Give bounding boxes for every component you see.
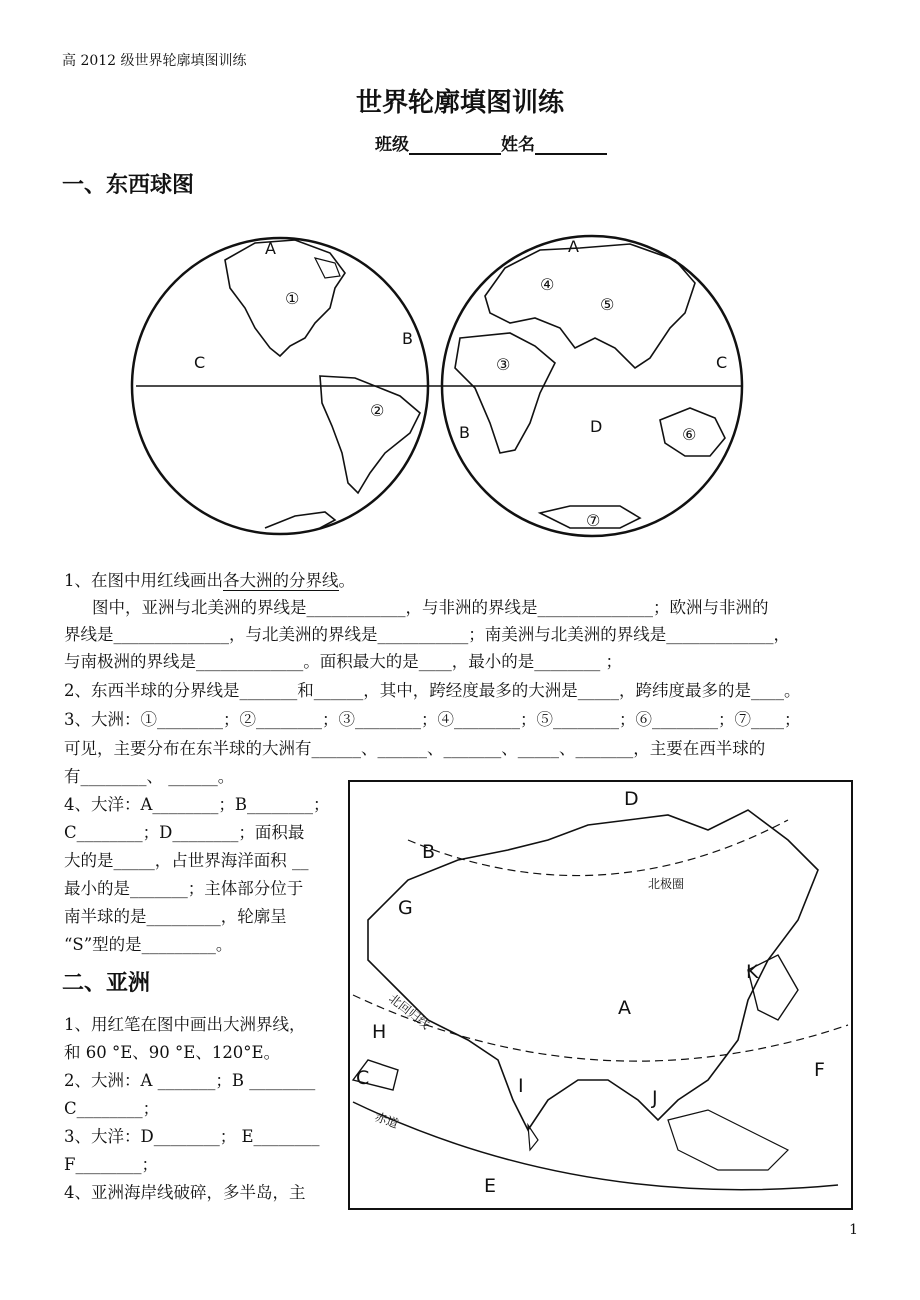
asia-label-B: B	[422, 841, 436, 863]
hemisphere-map	[130, 228, 760, 558]
section-1-title: 一、东西球图	[62, 173, 195, 198]
q4-line-4: 最小的是_______；主体部分位于	[64, 879, 304, 898]
asia-label-K: K	[746, 961, 759, 983]
q1-line-4: 与南极洲的界线是_____________。面积最大的是____，最小的是________ ；	[64, 652, 622, 671]
q4-line-2: C________；D________；面积最	[64, 823, 305, 842]
equator-label: 赤道	[372, 1109, 401, 1132]
q3-line-3: 有________、 ______。	[64, 767, 235, 786]
asia-label-E: E	[484, 1175, 497, 1197]
label-C-east: C	[716, 353, 728, 372]
q1-underlined: 各大洲的分界线	[223, 571, 339, 590]
label-3: ③	[496, 355, 511, 374]
eurasia-shape	[485, 244, 695, 368]
q1-number: 1、	[64, 571, 91, 590]
class-label: 班级	[375, 135, 409, 155]
label-7: ⑦	[586, 511, 601, 530]
q2-line: 2、东西半球的分界线是_______和______，其中，跨经度最多的大洲是_____，跨纬度最多的是____。	[64, 681, 801, 700]
q3-line-2: 可见，主要分布在东半球的大洲有______、______、_______、_____、_______，主要在西半球的	[64, 739, 766, 758]
q4-line-3: 大的是_____，占世界海洋面积 __	[64, 851, 309, 870]
class-name-line	[375, 130, 607, 155]
asia-label-G: G	[398, 897, 413, 919]
asia-label-F: F	[814, 1059, 825, 1081]
label-A-west: A	[265, 239, 276, 258]
q1-pre: 在图中用红线画出	[91, 571, 223, 590]
q4-line-6: “S”型的是_________。	[64, 935, 233, 954]
asia-q-line-7: 4、亚洲海岸线破碎，多半岛，主	[64, 1183, 306, 1202]
asia-q-line-5: 3、大洋：D________； E________	[64, 1127, 320, 1146]
africa-shape	[455, 333, 555, 453]
q1-line-3: 界线是______________，与北美洲的界线是___________；南美洲与北美洲的界线是_____________，	[64, 625, 790, 644]
label-B-east: B	[459, 423, 470, 442]
q3-line-1: 3、大洲：①________；②________；③________；④________；⑤________；⑥________；⑦____；	[64, 710, 801, 729]
label-B-west: B	[402, 329, 413, 348]
label-D: D	[590, 417, 603, 436]
q4-line-5: 南半球的是_________，轮廓呈	[64, 907, 287, 926]
tropic-label: 北回归线	[386, 991, 433, 1032]
asia-q-line-1: 1、用红笔在图中画出大洲界线，	[64, 1015, 306, 1034]
arctic-circle-label: 北极圈	[648, 877, 685, 891]
page-header: 高 2012 级世界轮廓填图训练	[62, 53, 247, 69]
south-america-shape	[320, 376, 420, 493]
page-number: 1	[849, 1222, 858, 1238]
label-6: ⑥	[682, 425, 697, 444]
q1-post: 。	[338, 571, 355, 590]
asia-map	[348, 780, 853, 1210]
asia-label-D: D	[624, 788, 639, 810]
label-2: ②	[370, 401, 385, 420]
asia-label-J: J	[652, 1087, 658, 1109]
label-C-west: C	[194, 353, 206, 372]
antarctica-west-shape	[265, 512, 335, 528]
asia-q-line-2: 和 60 °E、90 °E、120°E。	[64, 1043, 281, 1062]
q1-line-1	[64, 566, 355, 596]
asia-q-line-3: 2、大洲：A _______；B ________	[64, 1071, 316, 1090]
page-title: 世界轮廓填图训练	[355, 88, 564, 118]
section-2-title: 二、亚洲	[62, 971, 151, 996]
asia-label-I: I	[518, 1075, 524, 1097]
q1-line-2: 图中，亚洲与北美洲的界线是____________，与非洲的界线是______________；欧洲与非洲的	[92, 598, 769, 617]
class-blank[interactable]	[409, 135, 501, 155]
asia-label-H: H	[372, 1021, 387, 1043]
q4-line-1: 4、大洋：A________；B________；	[64, 795, 330, 814]
asia-label-C: C	[356, 1067, 370, 1089]
label-5: ⑤	[600, 295, 615, 314]
label-1: ①	[285, 289, 300, 308]
asia-q-line-4: C________；	[64, 1099, 160, 1118]
name-blank[interactable]	[535, 135, 607, 155]
asia-label-A: A	[618, 997, 631, 1019]
label-A-east: A	[568, 237, 579, 256]
label-4: ④	[540, 275, 555, 294]
name-label: 姓名	[501, 135, 535, 155]
asia-q-line-6: F________；	[64, 1155, 158, 1174]
